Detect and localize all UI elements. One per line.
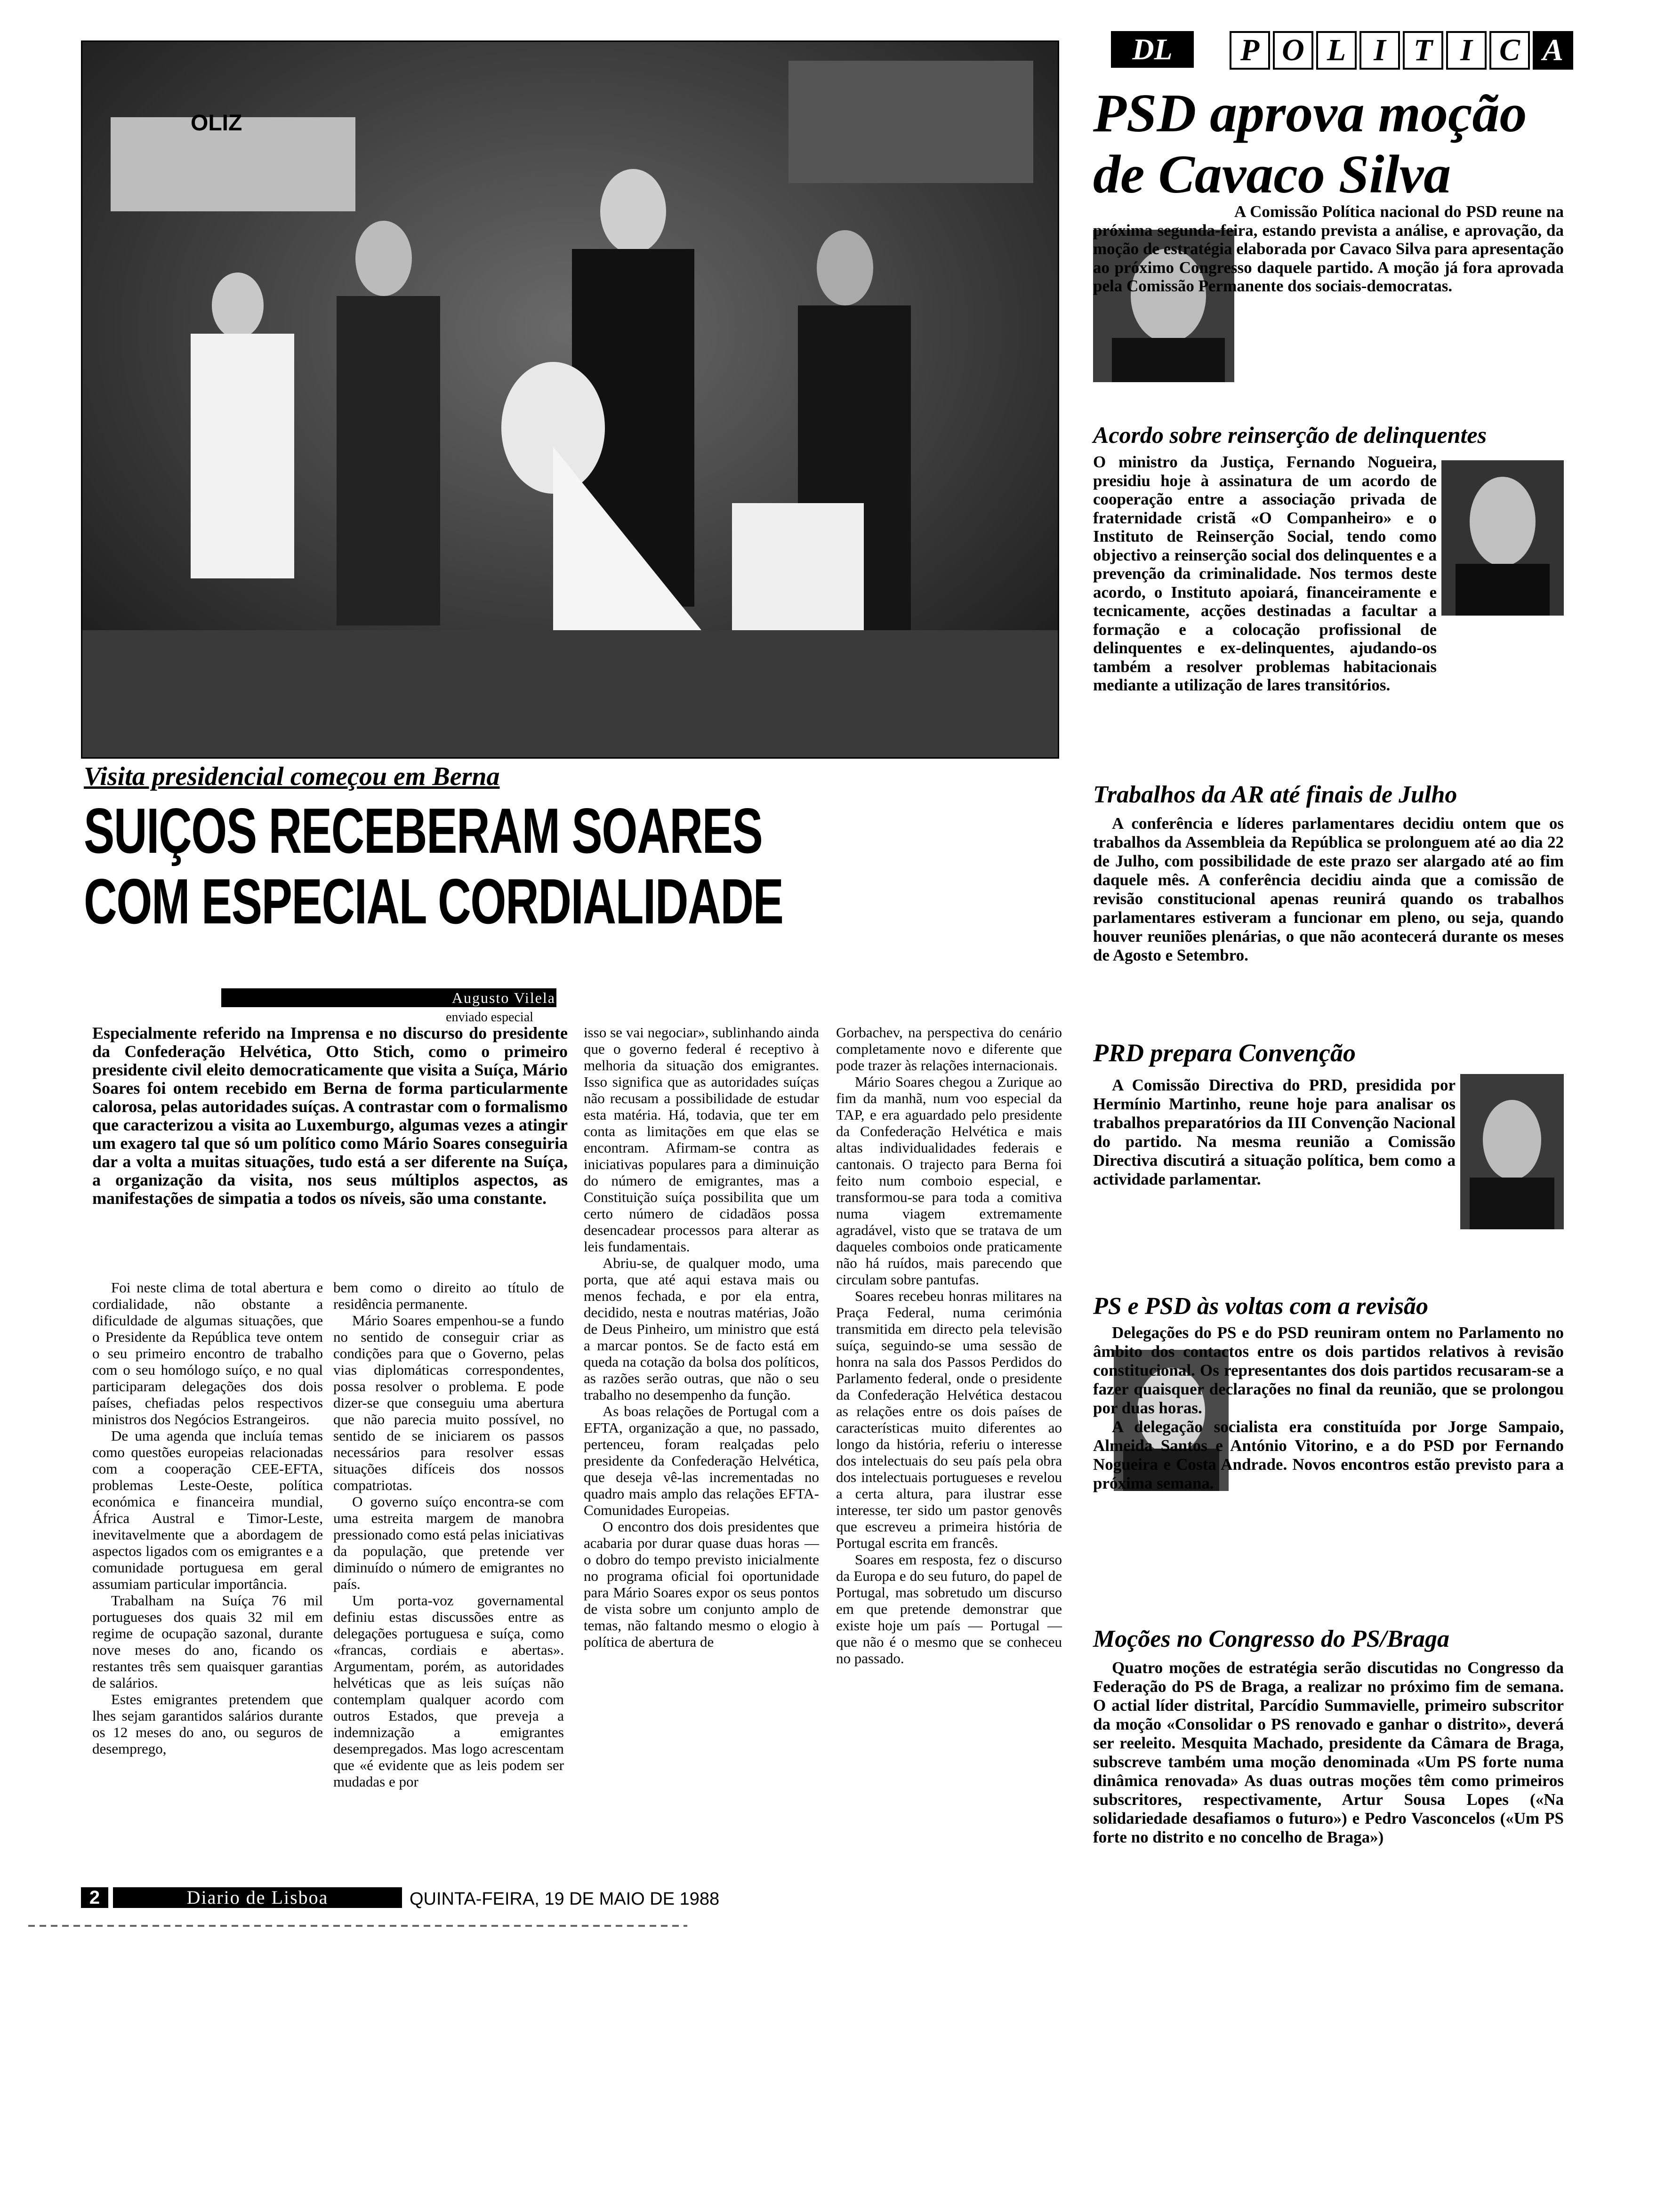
paragraph: Abriu-se, de qualquer modo, uma porta, que até aqui estava mais ou menos fechada, e por ela entra, decidido, nesta e noutras matérias, João de Deus Pinheiro, um ministro que está a marcar pontos. Se de facto está em queda na cotação da bolsa dos políticos, as razões serão outras, que não o seu trabalho no desempenho da função. xyxy=(584,1255,819,1403)
paragraph: Estes emigrantes pretendem que lhes sejam garantidos salários durante os 12 meses do ano, ou seguros de desemprego, xyxy=(92,1691,323,1757)
photo-sign-text: OLIZ xyxy=(191,111,242,136)
article-column-2 xyxy=(333,1279,564,1790)
section-logo: DL xyxy=(1111,31,1194,68)
section-title-politica xyxy=(1230,31,1576,70)
paragraph: As boas relações de Portugal com a EFTA, organização a que, no passado, pertenceu, foram realçadas pelo presidente da Confederação Helvética, que deseja vê-las incrementadas no quadro mais amplo das relações EFTA-Comunidades Europeias. xyxy=(584,1403,819,1518)
a5-title: PS e PSD às voltas com a revisão xyxy=(1093,1293,1429,1320)
a2-text-body: O ministro da Justiça, Fernando Nogueira, presidiu hoje à assinatura de um acordo de cooperação entre a associação privada de fraternidade cristã «O Companheiro» e o Instituto de Reinserção Social, tendo como objectivo a reinserção social dos delinquentes e a prevenção da criminalidade. Nos termos deste acordo, o Instituto apoiará, financeiramente e tecnicamente, acções destinadas a facultar a formação e a colocação profissional de delinquentes e ex-delinquentes, ajudando-os também a resolver problemas habitacionais mediante a utilização de lares transitórios. xyxy=(1093,453,1437,694)
a5-paragraph-1: Delegações do PS e do PSD reuniram ontem no Parlamento no âmbito dos contactos entre os dois partidos relativos à revisão constitucional. Os representantes dos dois partidos recusaram-se a fazer quaisquer declarações no final da reunião, que se prolongou por duas horas. xyxy=(1093,1323,1564,1417)
paragraph: Soares em resposta, fez o discurso da Europa e do seu futuro, do papel de Portugal, mas sobretudo um discurso em que pretende demonstrar que existe hoje um país — Portugal — que não é o mesmo que se conheceu no passado. xyxy=(836,1551,1062,1667)
a1-title xyxy=(1093,83,1564,205)
a1-title-line-2: de Cavaco Silva xyxy=(1093,144,1451,205)
a2-photo-nogueira xyxy=(1441,460,1564,616)
a2-text xyxy=(1093,453,1437,695)
article-kicker: Visita presidencial começou em Berna xyxy=(84,762,500,791)
article-column-3 xyxy=(584,1024,819,1650)
a2-title: Acordo sobre reinserção de delinquentes xyxy=(1093,422,1487,448)
section-letter: I xyxy=(1446,31,1487,70)
byline-name: Augusto Vilela xyxy=(451,989,555,1006)
section-letter: A xyxy=(1533,31,1573,70)
paragraph: Um porta-voz governamental definiu estas discussões entre as delegações portuguesa e suíça, como «francas, cordiais e abertas». Argumentam, porém, as autoridades helvéticas que as leis suíças não contemplam qualquer acordo com outros Estados, que preveja a indemnização a emigrantes desempregados. Mas logo acrescentam que «é evidente que as leis podem ser mudadas e por xyxy=(333,1592,564,1790)
article-column-1 xyxy=(92,1279,323,1757)
a3-text: A conferência e líderes parlamentares decidiu ontem que os trabalhos da Assembleia da República se prolonguem até ao dia 22 de Julho, com possibilidade de este prazo ser alargado até ao fim daquele mês. A conferência decidiu ainda que a comissão de revisão constitucional apenas reunirá quando os trabalhos parlamentares estiveram a funcionar em pleno, ou seja, quando houver reuniões plenárias, o que não acontecerá durante os meses de Agosto e Setembro. xyxy=(1093,814,1564,964)
paragraph: Soares recebeu honras militares na Praça Federal, numa cerimónia transmitida em directo pela televisão suíça, seguindo-se uma sessão de honra na sala dos Passos Perdidos do Parlamento federal, onde o presidente da Confederação Helvética destacou as relações entre os dois países de características muito diferentes ao longo da história, referiu o interesse dos intelectuais do seu país pela obra dos intelectuais portugueses e revelou a certa altura, para ilustrar esse interesse, ter sido um pastor genovês que escreveu a primeira história de Portugal escrita em francês. xyxy=(836,1288,1062,1551)
article-headline xyxy=(84,795,782,937)
section-letter: O xyxy=(1273,31,1313,70)
section-letter: T xyxy=(1403,31,1443,70)
paragraph: Gorbachev, na perspectiva do cenário completamente novo e diferente que pode trazer às relações internacionais. xyxy=(836,1024,1062,1074)
byline-role: enviado especial xyxy=(446,1010,533,1025)
footer-date: QUINTA-FEIRA, 19 DE MAIO DE 1988 xyxy=(410,1889,720,1909)
paragraph: O governo suíço encontra-se com uma estreita margem de manobra pressionado como está pelas iniciativas da população, que pretende ver diminuído o número de emigrantes no país. xyxy=(333,1493,564,1592)
a5-text xyxy=(1093,1323,1564,1493)
paragraph: De uma agenda que incluía temas como questões europeias relacionadas com a cooperação CEE-EFTA, problemas Leste-Oeste, política económica e financeira mundial, África Austral e Timor-Leste, inevitavelmente que a abordagem de aspectos ligados com os emigrantes e a comunidade portuguesa em geral assumiam particular importância. xyxy=(92,1427,323,1592)
paragraph: Trabalham na Suíça 76 mil portugueses dos quais 32 mil em regime de ocupação sazonal, durante nove meses do ano, ficando os restantes três sem quaisquer garantias de salários. xyxy=(92,1592,323,1691)
section-letter: I xyxy=(1359,31,1400,70)
footer-rule xyxy=(28,1925,687,1927)
paragraph: O encontro dos dois presidentes que acabaria por durar quase duas horas — o dobro do tempo previsto inicialmente no programa oficial foi oportunidade para Mário Soares expor os seus pontos de vista sobre um conjunto amplo de temas, não faltando mesmo o elogio à política de abertura de xyxy=(584,1518,819,1650)
section-letter: L xyxy=(1316,31,1357,70)
headline-line-2: COM ESPECIAL CORDIALIDADE xyxy=(84,866,783,937)
portrait-graphic xyxy=(1441,460,1564,616)
paragraph: Mário Soares chegou a Zurique ao fim da manhã, num voo especial da TAP, e era aguardado pelo presidente da Confederação Helvética e mais altas individualidades federais e cantonais. O trajecto para Berna foi feito num comboio especial, e transformou-se para toda a comitiva numa viagem extremamente agradável, visto que se tratava de um daqueles comboios onde praticamente não há ruídos, mais parecendo que circulam sobre pantufas. xyxy=(836,1074,1062,1288)
section-letter: C xyxy=(1489,31,1530,70)
a4-title: PRD prepara Convenção xyxy=(1093,1039,1356,1067)
footer-page-number: 2 xyxy=(81,1887,108,1908)
paragraph: isso se vai negociar», sublinhando ainda que o governo federal é receptivo à melhoria da situação dos emigrantes. Isso significa que as autoridades suíças não recusam a possibilidade de estudar esta matéria. Há, todavia, que ter em conta as limitações em que elas se encontram. Afirmam-se contra as iniciativas populares para a diminuição do número de emigrantes, mas a Constituição suíça possibilita que um certo número de cidadãos possa desencadear processos para alterar as leis fundamentais. xyxy=(584,1024,819,1255)
headline-line-1: SUIÇOS RECEBERAM SOARES xyxy=(84,795,763,866)
a6-text: Quatro moções de estratégia serão discutidas no Congresso da Federação do PS de Braga, a realizar no próximo fim de semana. O actial líder distrital, Parcídio Summavielle, primeiro subscritor da moção «Consolidar o PS renovado e ganhar o distrito», deverá ser reeleito. Mesquita Machado, presidente da Câmara de Braga, subscreve também uma moção denominada «Um PS forte numa dinâmica renovada» As duas outras moções têm como primeiros subscritores, respectivamente, Artur Sousa Lopes («Na solidariedade desafiamos o futuro») e Pedro Vasconcelos («Um PS forte no distrito e no concelho de Braga») xyxy=(1093,1659,1564,1846)
main-photo xyxy=(81,40,1059,759)
paragraph: Mário Soares empenhou-se a fundo no sentido de conseguir criar as condições para que o Governo, pelas vias diplomáticas correspondentes, possa resolver o problema. E pode dizer-se que conseguiu uma abertura que não parecia muito possível, no sentido de se iniciarem os passos necessários para resolver essas situações difíceis dos nossos compatriotas. xyxy=(333,1312,564,1493)
a4-text: A Comissão Directiva do PRD, presidida por Hermínio Martinho, reune hoje para analisar os trabalhos preparatórios da III Convenção Nacional do partido. Na mesma reunião a Comissão Directiva discutirá a situação política, bem como a actividade parlamentar. xyxy=(1093,1076,1456,1188)
a1-title-line-1: PSD aprova moção xyxy=(1093,83,1527,144)
paragraph: Foi neste clima de total abertura e cordialidade, não obstante a dificuldade de algumas situações, que o Presidente da República teve ontem o seu primeiro encontro de trabalho com o seu homólogo suíço, e no qual participaram delegações dos dois países, chefiadas pelos respectivos ministros dos Negócios Estrangeiros. xyxy=(92,1279,323,1427)
a6-title: Moções no Congresso do PS/Braga xyxy=(1093,1626,1449,1652)
a4-photo-martinho xyxy=(1460,1074,1564,1229)
article-column-4 xyxy=(836,1024,1062,1667)
paragraph: bem como o direito ao título de residência permanente. xyxy=(333,1279,564,1312)
portrait-graphic xyxy=(1460,1074,1564,1229)
a3-title: Trabalhos da AR até finais de Julho xyxy=(1093,781,1457,808)
a1-text: A Comissão Política nacional do PSD reune na próxima segunda-feira, estando prevista a análise, e aprovação, da moção de estratégia elaborada por Cavaco Silva para apresentação ao próximo Congresso daquele partido. A moção já fora aprovada pela Comissão Permanente dos sociais-democratas. xyxy=(1093,202,1564,295)
a5-paragraph-2: A delegação socialista era constituída por Jorge Sampaio, Almeida Santos e António Vitorino, e a do PSD por Fernando Nogueira e Costa Andrade. Novos encontros estão previsto para a próxima semana. xyxy=(1093,1418,1564,1492)
footer-masthead: Diario de Lisboa xyxy=(113,1887,402,1908)
section-letter: P xyxy=(1230,31,1270,70)
article-lead: Especialmente referido na Imprensa e no discurso do presidente da Confederação Helvética, Otto Stich, como o primeiro presidente civil eleito democraticamente que visita a Suíça, Mário Soares foi ontem recebido em Berna de forma particularmente calorosa, pelas autoridades suíças. A contrastar com o formalismo que caracterizou a visita ao Luxemburgo, algumas vezes a atingir um exagero tal que só um político como Mário Soares conseguiria dar a volta a muitas situações, tudo está a ser diferente na Suíça, a organização da visita, nos seus múltiplos aspectos, as manifestações de simpatia a todos os níveis, são uma constante. xyxy=(92,1024,568,1208)
photo-scene xyxy=(82,42,1058,757)
